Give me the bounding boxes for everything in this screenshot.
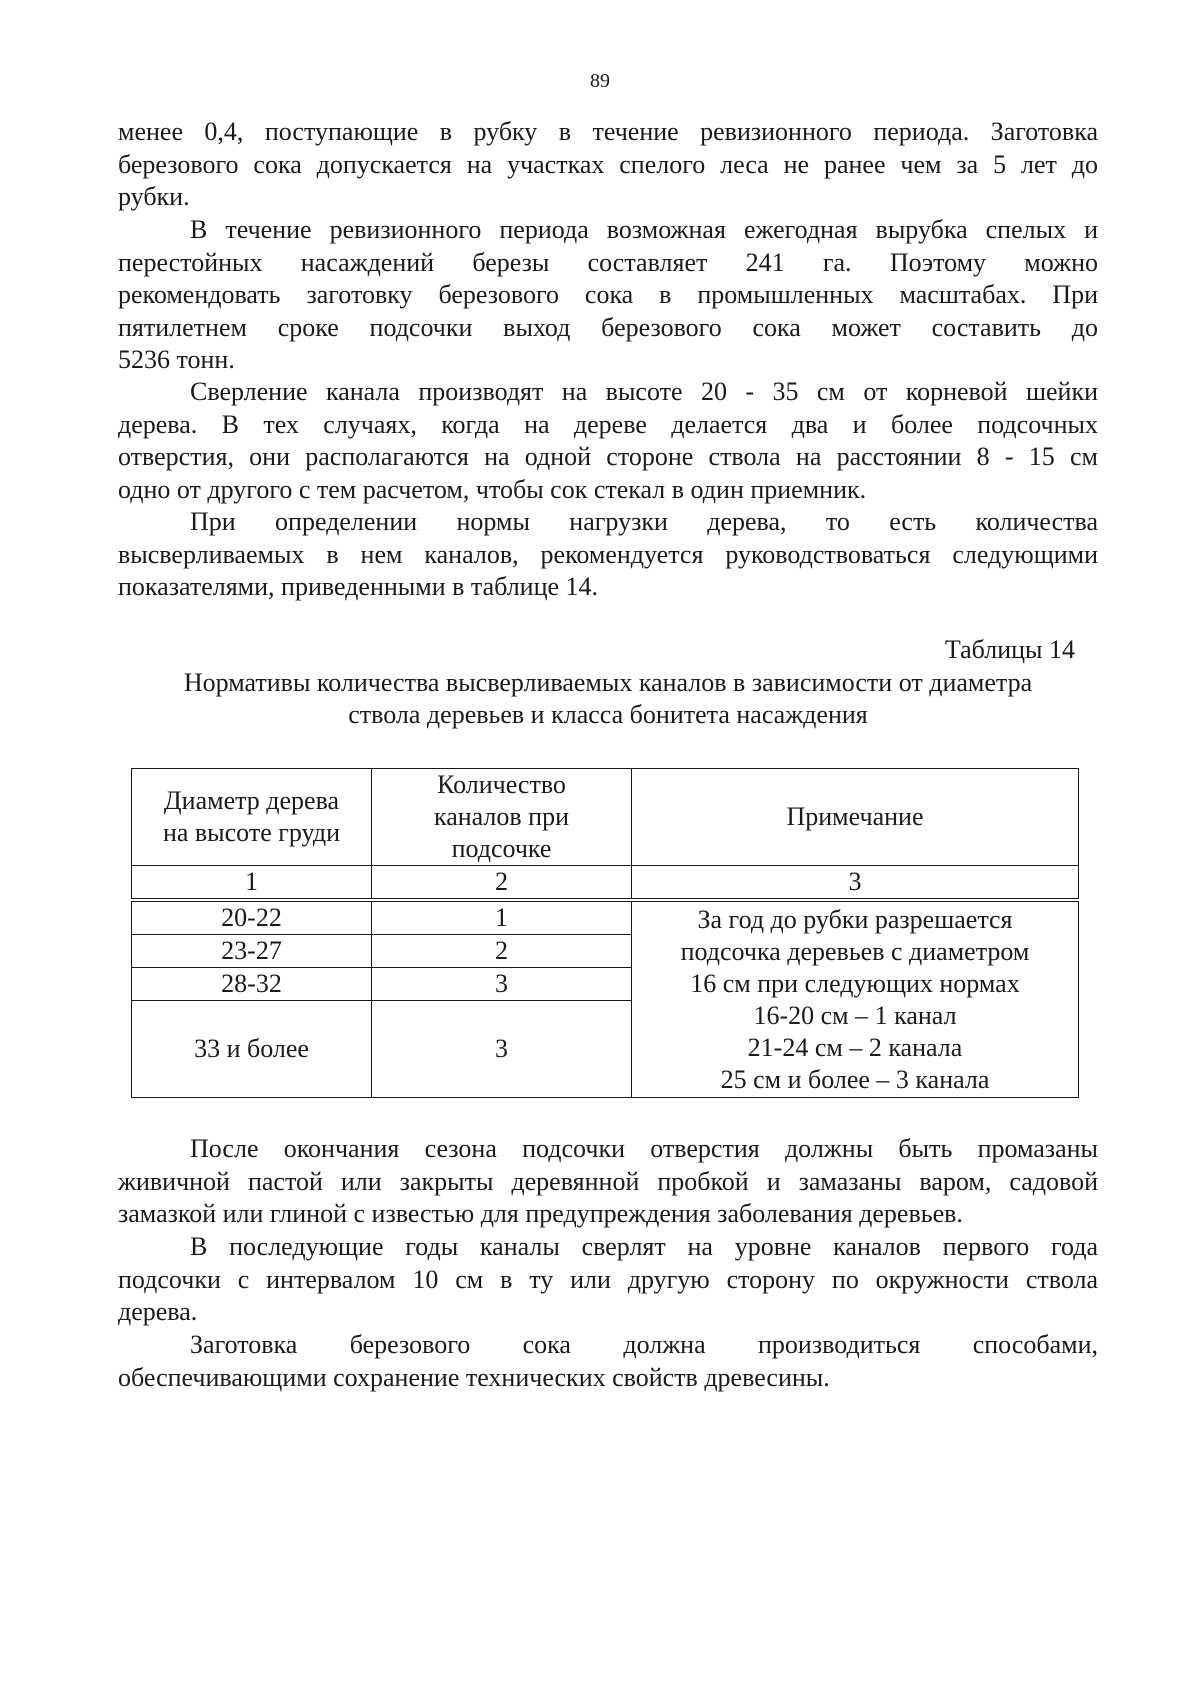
table-title-line: ствола деревьев и класса бонитета насаждения xyxy=(348,700,868,729)
text-line: показателями, приведенными в таблице 14. xyxy=(118,572,599,601)
header-line: подсочке xyxy=(451,834,552,863)
text-line: рекомендовать заготовку березового сока в промышленных масштабах. При xyxy=(118,280,1098,309)
text-line: отверстия, они располагаются на одной стороне ствола на расстоянии 8 - 15 см xyxy=(118,442,1098,471)
note-line: 16-20 см – 1 канал xyxy=(753,1000,957,1030)
text-line: березового сока допускается на участках спелого леса не ранее чем за 5 лет до xyxy=(118,149,1098,179)
table-caption-number: Таблицы 14 xyxy=(944,635,1075,664)
norms-table xyxy=(131,768,1079,1098)
text-line: подсочки с интервалом 10 см в ту или другую сторону по окружности ствола xyxy=(118,1264,1098,1294)
text-line: одно от другого с тем расчетом, чтобы сок стекал в один приемник. xyxy=(118,474,867,504)
text-line: живичной пастой или закрыты деревянной пробкой и замазаны варом, садовой xyxy=(118,1166,1098,1196)
header-line: Примечание xyxy=(786,802,924,831)
note-line: 16 см при следующих нормах xyxy=(690,968,1020,998)
column-number: 1 xyxy=(132,866,372,901)
cell-diameter: 33 и более xyxy=(132,1001,372,1098)
text-line: В течение ревизионного периода возможная ежегодная вырубка спелых и xyxy=(190,215,1098,244)
paragraph-continuation xyxy=(118,116,1098,214)
text-line: дерева. xyxy=(118,1297,198,1326)
paragraph-after-season xyxy=(118,1133,1098,1231)
text-line: менее 0,4, поступающие в рубку в течение ревизионного периода. Заготовка xyxy=(118,117,1098,146)
header-line: Количество xyxy=(437,770,566,799)
header-note xyxy=(632,769,1079,866)
cell-channels: 3 xyxy=(372,1001,632,1098)
cell-diameter: 20-22 xyxy=(132,900,372,935)
table-header-row xyxy=(132,769,1079,866)
note-line: За год до рубки разрешается xyxy=(697,904,1013,934)
text-line: После окончания сезона подсочки отверстия должны быть промазаны xyxy=(190,1134,1098,1163)
note-line: 25 см и более – 3 канала xyxy=(720,1064,990,1094)
cell-note xyxy=(632,900,1079,1098)
cell-diameter: 28-32 xyxy=(132,968,372,1001)
header-diameter xyxy=(132,769,372,866)
cell-channels: 2 xyxy=(372,935,632,968)
page-number: 89 xyxy=(590,70,610,92)
cell-diameter: 23-27 xyxy=(132,935,372,968)
paragraph-drilling xyxy=(118,376,1098,506)
cell-channels: 1 xyxy=(372,900,632,935)
text-line: замазкой или глиной с известью для предупреждения заболевания деревьев. xyxy=(118,1199,963,1228)
text-line: Сверление канала производят на высоте 20 - 35 см от корневой шейки xyxy=(190,377,1098,406)
table-title xyxy=(118,667,1098,731)
paragraph-load-norms xyxy=(118,506,1098,604)
table-title-line: Нормативы количества высверливаемых каналов в зависимости от диаметра xyxy=(183,668,1033,697)
text-line: перестойных насаждений березы составляет 241 га. Поэтому можно xyxy=(118,247,1098,277)
text-line: Заготовка березового сока должна производиться способами, xyxy=(190,1330,1098,1359)
cell-channels: 3 xyxy=(372,968,632,1001)
text-line: 5236 тонн. xyxy=(118,345,235,374)
text-line: пятилетнем сроке подсочки выход березового сока может составить до xyxy=(118,312,1098,342)
header-line: каналов при xyxy=(433,802,570,831)
paragraph-following-years xyxy=(118,1231,1098,1329)
column-number-row xyxy=(132,866,1079,901)
header-line: Диаметр дерева xyxy=(163,786,340,815)
text-line: рубки. xyxy=(118,182,190,211)
text-line: обеспечивающими сохранение технических свойств древесины. xyxy=(118,1362,830,1392)
text-line: В последующие годы каналы сверлят на уровне каналов первого года xyxy=(190,1232,1098,1261)
paragraph-methods xyxy=(118,1329,1098,1394)
header-line: на высоте груди xyxy=(162,818,341,847)
column-number: 3 xyxy=(632,866,1079,901)
text-line: высверливаемых в нем каналов, рекомендуется руководствоваться следующими xyxy=(118,539,1098,569)
paragraph-felling-volume xyxy=(118,214,1098,377)
text-line: При определении нормы нагрузки дерева, то есть количества xyxy=(190,507,1098,536)
note-line: подсочка деревьев с диаметром xyxy=(680,936,1030,966)
note-line: 21-24 см – 2 канала xyxy=(747,1032,963,1062)
text-line: дерева. В тех случаях, когда на дереве делается два и более подсочных xyxy=(118,409,1098,439)
column-number: 2 xyxy=(372,866,632,901)
table-row xyxy=(132,900,1079,935)
header-channels xyxy=(372,769,632,866)
